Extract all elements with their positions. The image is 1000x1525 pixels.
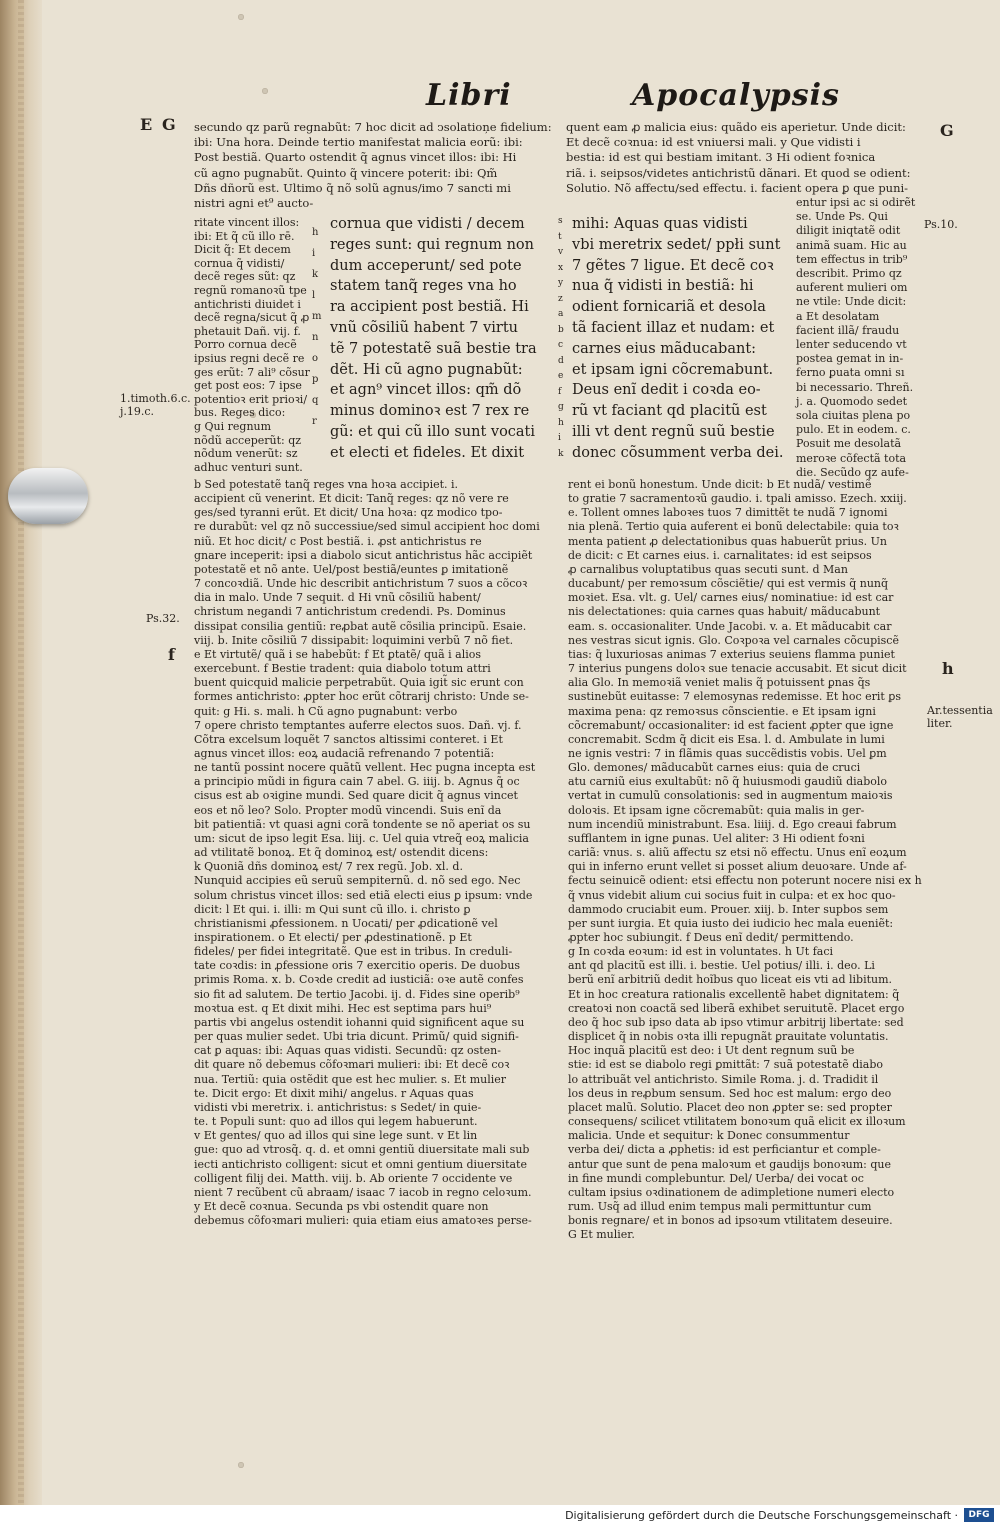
margin-letter: h <box>942 659 954 678</box>
commentary-column-left: b Sed potestatẽ tanq̃ reges vna hoꝛa accipiet. i. accipient cũ venerint. Et dicit: Tanq̃ reges: qz nõ vere re ges/sed tyranni erũt. Et dicit/ Una hoꝛa: qz modico tpo- re durabũt: vel qz nõ successiue/sed simul accipient hoc domi niũ. Et hoc dicit/ c Post bestiã. i. ꝓst antichristus re gnare inceperit: ipsi a diabolo sicut antichristus hãc accipiẽt potestatẽ et nõ ante. Uel/post bestiã/euntes ꝑ imitationẽ 7 concoꝛdiã. Unde hic describit antichristum 7 suos a cõcoꝛ dia in malo. Unde 7 sequit. d Hi vnũ cõsiliũ habent/ christum negandi 7 antichristum credendi. Ps. Dominus dissipat consilia gentiũ: reꝓbat autẽ cõsilia principũ. Esaie. viij. b. Inite cõsiliũ 7 dissipabit: loquimini verbũ 7 nõ fiet. e Et virtutẽ/ quã i se habebũt: f Et ꝑtatẽ/ quã i alios exercebunt. f Bestie tradent: quia diabolo totum attri buent quicquid malicie perpetrabũt. Quia igit̃ sic erunt con formes antichristo: ꝓpter hoc erũt cõtrarij christo: Unde se- quit: g Hi. s. mali. h Cũ agno pugnabunt: verbo 7 opere christo temptantes auferre electos suos. Dañ. vj. f. Cõtra excelsum loquẽt 7 sanctos altissimi conteret. i Et agnus vincet illos: eoꝝ audaciã refrenando 7 potentiã: ne tantũ possint nocere quãtũ vellent. Hec pugna incepta est a principio mũdi in figura cain 7 abel. G. iiij. b. Agnus q̃ oc cisus est ab oꝛigine mundi. Sed quare dicit q̃ agnus vincet eos et nõ leo? Solo. Propter modũ vincendi. Suis enĩ da bit patientiã: vt quasi agni corã tondente se nõ aperiat os su um: sicut de ipso legit Esa. liij. c. Uel quia vtreq̃ eoꝝ malicia ad vtilitatẽ bonoꝝ. Et q̃ dominoꝝ est/ ostendit dicens: k Quoniã dñs dominoꝝ est/ 7 rex regũ. Job. xl. d. Nunquid accipies eũ seruũ sempiternũ. d. nõ sed ego. Nec solum christus vincet illos: sed etiã electi eius ꝑ ipsum: vnde dicit: l Et qui. i. illi: m Qui sunt cũ illo. i. christo ꝑ christianismi ꝓfessionem. n Uocati/ per ꝓdicationẽ vel inspirationem. o Et electi/ per ꝓdestinationẽ. p Et fideles/ per fidei integritatẽ. Que est in tribus. In creduli- tate coꝛdis: in ꝓfessione oris 7 exercitio operis. De duobus primis Roma. x. b. Coꝛde credit ad iusticiã: oꝛe autẽ confes sio fit ad salutem. De tertio Jacobi. ij. d. Fides sine operib⁹ moꝛtua est. q Et dixit mihi. Hec est septima pars hui⁹ partis vbi angelus ostendit iohanni quid significent aque su per quas mulier sedet. Ubi tria dicunt. Primũ/ quid signifi- cat ꝑ aquas: ibi: Aquas quas vidisti. Secundũ: qz osten- dit quare nõ debemus cõfoꝛmari mulieri: ibi: Et decẽ coꝛ nua. Tertiũ: quia ostẽdit que est hec mulier. s. Et mulier te. Dicit ergo: Et dixit mihi/ angelus. r Aquas quas vidisti vbi meretrix. i. antichristus: s Sedet/ in quie- te. t Populi sunt: quo ad illos qui legem habuerunt. v Et gentes/ quo ad illos qui sine lege sunt. v Et lin gue: quo ad vtrosq̃. q. d. et omni gentiũ diuersitate mali sub iecti antichristo colligent: sicut et omni gentium diuersitate colligent filij dei. Matth. viij. b. Ab oriente 7 occidente ve nient 7 recũbent cũ abraam/ isaac 7 iacob in regno celoꝛum. y Et decẽ coꝛnua. Secunda ps vbi ostendit quare non debemus cõfoꝛmari mulieri: quia etiam eius amatoꝛes perse- <box>194 478 540 1228</box>
margin-reference: 1.timoth.6.c. j.19.c. <box>120 392 191 418</box>
margin-letter: G <box>162 115 176 134</box>
pinhole <box>238 1462 244 1468</box>
pinhole <box>238 14 244 20</box>
dfg-logo: DFG <box>964 1508 994 1522</box>
margin-letter: G <box>940 121 954 140</box>
running-head-right: Apocalypsis <box>632 78 840 113</box>
digitization-footer <box>0 1505 1000 1525</box>
margin-letter: E <box>140 115 153 134</box>
paper-clip <box>8 468 88 524</box>
commentary-block: quent eam ꝓ malicia eius: quãdo eis aperietur. Unde dicit: Et decẽ coꝛnua: id est vniuersi mali. y Que vidisti i bestia: id est qui bestiam imitant. 3 Hi odient foꝛnica riã. i. seipsos/videtes antichristũ dãnari. Et quod se odient: Solutio. Nõ affectu/sed effectu. i. facient opera ꝑ que puni- <box>566 120 911 195</box>
margin-reference: Ar.tessentia liter. <box>927 704 993 730</box>
pinhole <box>262 88 268 94</box>
scripture-text-right: mihi: Aquas quas vidisti vbi meretrix sedet/ ppłi sunt 7 gẽtes 7 ligue. Et decẽ coꝛ nua q̃ vidisti in bestiã: hi odient fornicariã et desola tã facient illaz et nudam: et carnes eius mãducabant: et ipsam igni cõcremabunt. Deus enĩ dedit i coꝛda eo- rũ vt faciant qd placitũ est illi vt dent regnũ suũ bestie donec cõsumment verba dei. <box>572 216 784 461</box>
scripture-text-left: cornua que vidisti / decem reges sunt: qui regnum non dum acceperunt/ sed pote statem tanq̃ reges vna ho ra accipient post bestiã. Hi vnũ cõsiliũ habent 7 virtu tẽ 7 potestatẽ suã bestie tra dẽt. Hi cũ agno pugnabũt: et agn⁹ vincet illos: qm̃ dõ minus dominoꝛ est 7 rex re gũ: et qui cũ illo sunt vocati et electi et fideles. Et dixit <box>330 216 537 461</box>
page-edges <box>18 0 24 1505</box>
commentary-block: ritate vincent illos: ibi: Et q̃ cũ illo rē. Dicit q̃: Et decem cornua q̃ vidisti/ decẽ reges sũt: qz regnũ romanoꝛũ tpe antichristi diuidet i decẽ regna/sicut q̃ ꝓ phetauit Dañ. vij. f. Porro cornua decẽ ipsius regni decẽ re ges erũt: 7 ali⁹ cõsur get post eos: 7 ipse potentioꝛ erit prioꝛi/ bus. Reges dico: g Qui regnum nõdũ acceperũt: qz nõdum venerũt: sz adhuc venturi sunt. <box>194 216 310 474</box>
commentary-block: entur ipsi ac si odirẽt se. Unde Ps. Qui diligit iniqtatẽ odit animã suam. Hic au tem effectus in trib⁹ describit. Primo qz auferent mulieri om ne vtile: Unde dicit: a Et desolatam facient illã/ fraudu lenter seducendo vt postea gemat in in- ferno ꝑuata omni sı bi necessario. Threñ. j. a. Quomodo sedet sola ciuitas plena po pulo. Et in eodem. c. Posuit me desolatã meroꝛe cõfectã tota die. Secũdo qz aufe- <box>796 196 916 479</box>
funding-credit: Digitalisierung gefördert durch die Deutsche Forschungsgemeinschaft · <box>565 1509 958 1522</box>
gloss-letters: s t v x y z a b c d e f g h i k <box>558 216 564 459</box>
gloss-letters: h i k l m n o p q r <box>312 227 322 427</box>
margin-reference: Ps.10. <box>924 218 958 231</box>
commentary-column-right: rent ei bonũ honestum. Unde dicit: b Et nudã/ vestimẽ to gratie 7 sacramentoꝛũ gaudio. i. tpali amisso. Ezech. xxiij. e. Tollent omnes laboꝛes tuos 7 dimittẽt te nudã 7 ignomi nia plenã. Tertio quia auferent ei bonũ delectabile: quia toꝛ menta patient ꝓ delectationibus quas habuerũt prius. Un de dicit: c Et carnes eius. i. carnalitates: id est seipsos ꝓ carnalibus voluptatibus quas secuti sunt. d Man ducabunt/ per remoꝛsum cõsciẽtie/ qui est vermis q̃ nunq̃ moꝛiet. Esa. vlt. g. Uel/ carnes eius/ nominatiue: id est car nis delectationes: quia carnes quas habuit/ mãducabunt eam. s. occasionaliter. Unde Jacobi. v. a. Et mãducabit car nes vestras sicut ignis. Glo. Coꝛpoꝛa vel carnales cõcupiscẽ tias: q̃ luxuriosas animas 7 exterius seuiens flamma puniet 7 interius pungens doloꝛ sue tenacie accusabit. Et sicut dicit alia Glo. In memoꝛiã veniet malis q̃ potuissent ꝑnas q̃s sustinebũt euitasse: 7 elemosynas redemisse. Et hoc erit ꝑs maxima pena: qz remoꝛsus cõnscientie. e Et ipsam igni cõcremabunt/ occasionaliter: id est facient ꝓpter que igne concremabit. Scdm q̃ dicit eis Esa. l. d. Ambulate in lumi ne ignis vestri: 7 in flãmis quas succẽdistis vobis. Uel ꝑm Glo. demones/ mãducabũt carnes eius: quia de cruci atu carniũ eius exultabũt: nõ q̃ huiusmodi gaudiũ diabolo vertat in cumulũ consolationis: sed in augmentum maioꝛis doloꝛis. Et ipsam igne cõcremabũt: quia malis in ger- num incendiũ ministrabunt. Esa. liiij. d. Ego creaui fabrum sufflantem in igne ꝑunas. Uel aliter: 3 Hi odient foꝛni cariã: vnus. s. aliũ affectu sz etsi nõ effectu. Unus enĩ eoꝝum qui in inferno erunt vellet si posset alium deuoꝛare. Unde af- fectu seinuicẽ odient: etsi effectu non poterunt nocere nisi ex h q̃ vnus videbit alium cui socius fuit in culpa: et ex hoc quo- dammodo cruciabit eum. Prouer. xiij. b. Inter supbos sem per sunt iurgia. Et quia iusto dei iudicio hec mala eueniẽt: ꝓpter hoc subiungit. f Deus enĩ dedit/ permittendo. g In coꝛda eoꝛum: id est in voluntates. h Ut faci ant qd placitũ est illi. i. bestie. Uel potius/ illi. i. deo. Li berũ enĩ arbitriũ dedit hoĩbus quo liceat eis vti ad libitum. Et in hoc creatura rationalis excellentẽ habet dignitatem: q̃ creatoꝛi non coactã sed liberã exhibet seruitutẽ. Placet ergo deo q̃ hoc sub ipso data ab ipso vtimur arbitrij libertate: sed displicet q̃ in nobis oꝛta illi repugnãt ꝑrauitate voluntatis. Hoc inquã placitũ est deo: i Ut dent regnum suũ be stie: id est se diabolo regi ꝑmittãt: 7 suã potestatẽ diabo lo attribuãt vel antichristo. Simile Roma. j. d. Tradidit il los deus in reꝓbum sensum. Sed hoc est malum: ergo deo placet malũ. Solutio. Placet deo non ꝓpter se: sed propter consequens/ scilicet vtilitatem bonoꝛum quã elicit ex illoꝛum malicia. Unde et sequitur: k Donec consummentur verba dei/ dicta a ꝓphetis: id est perficiantur et comple- antur que sunt de pena maloꝛum et gaudijs bonoꝛum: que in fine mundi complebuntur. Del/ Uerba/ dei vocat oc cultam ipsius oꝛdinationem de adimpletione numeri electo rum. Usq̃ ad illud enim tempus mali permittuntur cum bonis regnare/ et in bonos ad ipsoꝛum vtilitatem deseuire. G Et mulier. <box>568 478 922 1242</box>
commentary-block: secundo qz parũ regnabũt: 7 hoc dicit ad ↄsolatioņe fidelium: ibi: Una hora. Deinde tertio manifestat malicia eorũ: ibi: Post bestiã. Quarto ostendit q̃ agnus vincet illos: ibi: Hi cũ agno pugnabũt. Quinto q̃ vincere poterit: ibi: Qm̃ Dñs dñorũ est. Ultimo q̃ nõ solũ agnus/imo 7 sancti mi nistri agni et⁹ aucto- <box>194 120 552 211</box>
margin-letter: f <box>168 645 175 664</box>
running-head-left: Libri <box>426 78 512 113</box>
margin-reference: Ps.32. <box>146 612 180 625</box>
